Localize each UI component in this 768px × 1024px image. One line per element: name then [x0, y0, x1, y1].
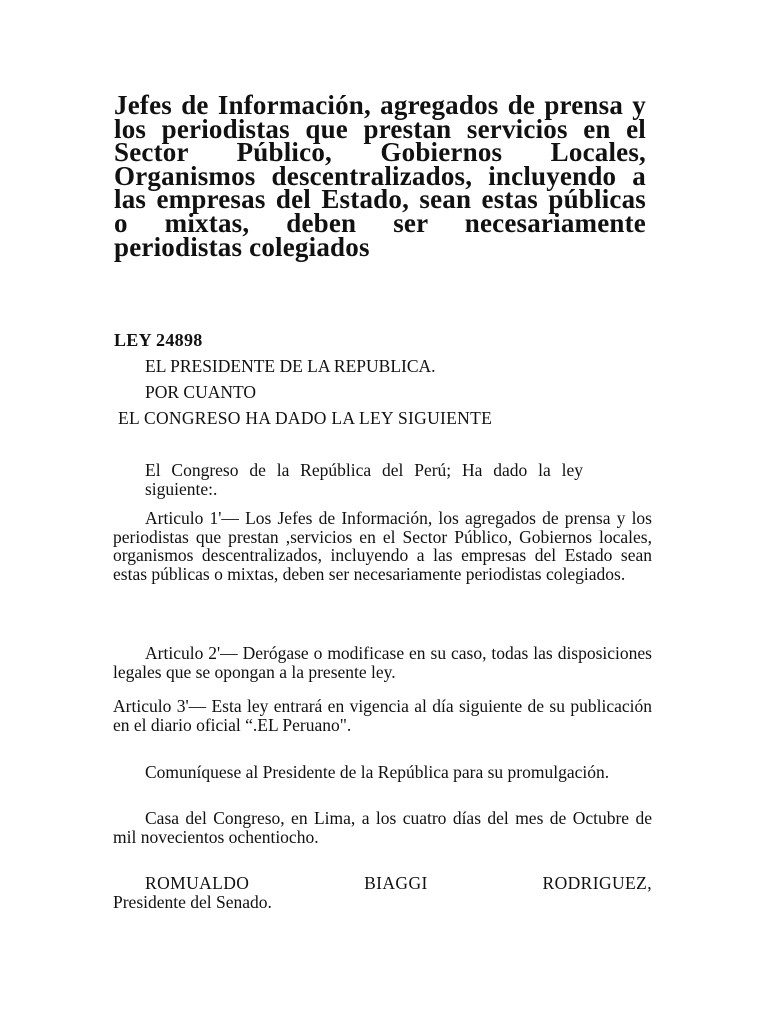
por-cuanto: POR CUANTO: [145, 382, 257, 402]
signature-title: Presidente del Senado.: [113, 892, 272, 912]
casa-paragraph: Casa del Congreso, en Lima, a los cuatro días del mes de Octubre de mil novecientos ochentiocho.: [113, 808, 652, 847]
signature-name: ROMUALDO BIAGGI RODRIGUEZ,: [145, 873, 652, 893]
comuniquese-paragraph: Comuníquese al Presidente de la República para su promulgación.: [145, 762, 610, 782]
articulo-1: Articulo 1'— Los Jefes de Información, los agregados de prensa y los periodistas que prestan ,servicios en el Sector Público, Gobiernos locales, organismos descentralizados, incluyendo a las empresas del Estado sean estas públicas o mixtas, deben ser necesariamente periodistas colegiados.: [113, 508, 652, 584]
law-number: LEY 24898: [114, 330, 203, 350]
congreso-line: EL CONGRESO HA DADO LA LEY SIGUIENTE: [118, 408, 493, 428]
president-line: EL PRESIDENTE DE LA REPUBLICA.: [145, 356, 436, 376]
intro-paragraph: El Congreso de la República del Perú; Ha dado la ley siguiente:.: [145, 460, 583, 499]
articulo-3: Articulo 3'— Esta ley entrará en vigencia al día siguiente de su publicación en el diario oficial “.EL Peruano".: [113, 696, 652, 735]
articulo-2: Articulo 2'— Derógase o modificase en su caso, todas las disposiciones legales que se opongan a la presente ley.: [113, 643, 652, 682]
document-title: Jefes de Información, agregados de prensa y los periodistas que prestan servicios en el Sector Público, Gobiernos Locales, Organismos descentralizados, incluyendo a las empresas del Estado, sean estas públicas o mixtas, deben ser necesariamente periodistas colegiados: [114, 90, 646, 262]
